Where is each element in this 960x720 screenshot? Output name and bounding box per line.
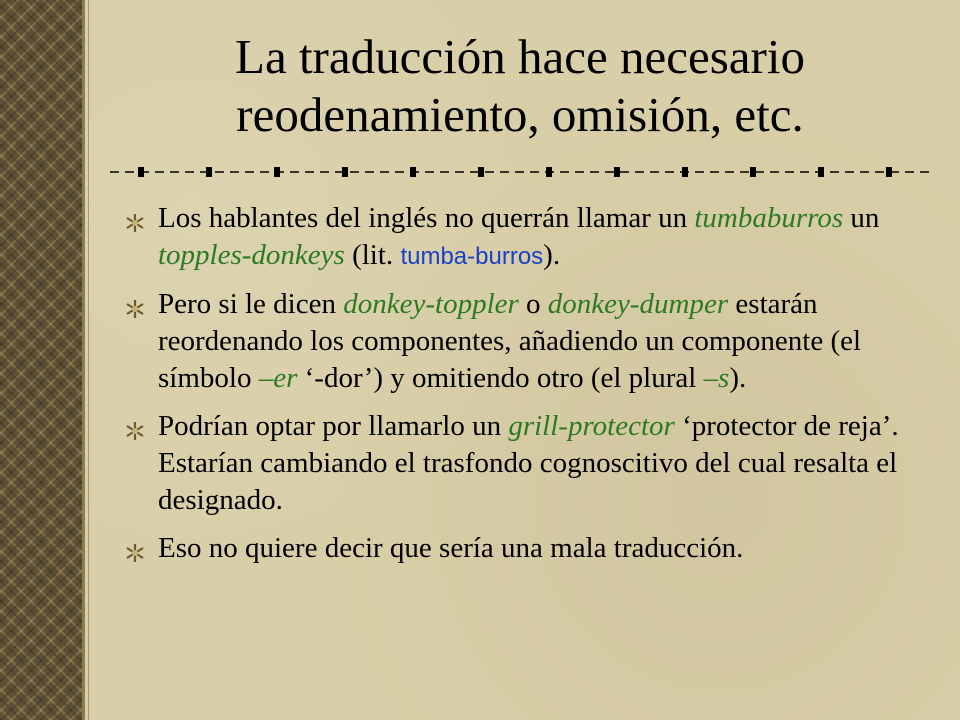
- side-band-thin-line: [88, 0, 89, 720]
- bullet-item-4: [124, 530, 944, 567]
- asterisk-bullet-icon: [124, 542, 146, 564]
- decorative-side-band: [0, 0, 82, 720]
- bullet-item-1: [124, 200, 944, 275]
- bullet-1-text-b: un: [843, 202, 880, 234]
- bullet-2-text-a: Pero si le dicen: [158, 288, 344, 320]
- bullet-list: [124, 200, 944, 578]
- slide-title-line-2: reodenamiento, omisión, etc.: [236, 87, 804, 142]
- term-donkey-dumper: donkey-dumper: [547, 288, 729, 320]
- bullet-4-text: Eso no quiere decir que sería una mala traducción.: [158, 532, 744, 564]
- bullet-1-text-d: ).: [543, 239, 561, 271]
- term-grill-protector: grill-protector: [508, 410, 675, 442]
- bullet-2-text-e: ).: [729, 362, 747, 394]
- asterisk-bullet-icon: [124, 212, 146, 234]
- term-tumbaburros: tumbaburros: [694, 202, 844, 234]
- side-band-edge-line: [82, 0, 85, 720]
- bullet-3-text-a: Podrían optar por llamarlo un: [158, 410, 509, 442]
- bullet-1-text-c: (lit.: [344, 239, 401, 271]
- asterisk-bullet-icon: [124, 420, 146, 442]
- bullet-2-text-c: estarán reordenando los componentes, añadiendo un componente (el símbolo: [158, 288, 862, 394]
- bullet-2-text-b: o: [518, 288, 548, 320]
- bullet-item-2: [124, 286, 944, 397]
- term-topples-donkeys: topples-donkeys: [158, 239, 345, 271]
- bullet-2-text-d: ‘-dor’) y omitiendo otro (el plural: [297, 362, 704, 394]
- term-er-suffix: –er: [258, 362, 298, 394]
- term-s-plural: –s: [703, 362, 730, 394]
- bullet-3-text-b: ‘protector de reja’. Estarían cambiando el trasfondo cognoscitivo del cual resalta el designado.: [158, 410, 899, 516]
- slide-title: [100, 28, 940, 144]
- title-divider: [110, 162, 930, 182]
- slide-title-line-1: La traducción hace necesario: [235, 29, 805, 84]
- bullet-1-text-a: Los hablantes del inglés no querrán llamar un: [158, 202, 695, 234]
- bullet-item-3: [124, 408, 944, 519]
- term-donkey-toppler: donkey-toppler: [343, 288, 519, 320]
- asterisk-bullet-icon: [124, 298, 146, 320]
- term-tumba-burros: tumba-burros: [400, 243, 544, 270]
